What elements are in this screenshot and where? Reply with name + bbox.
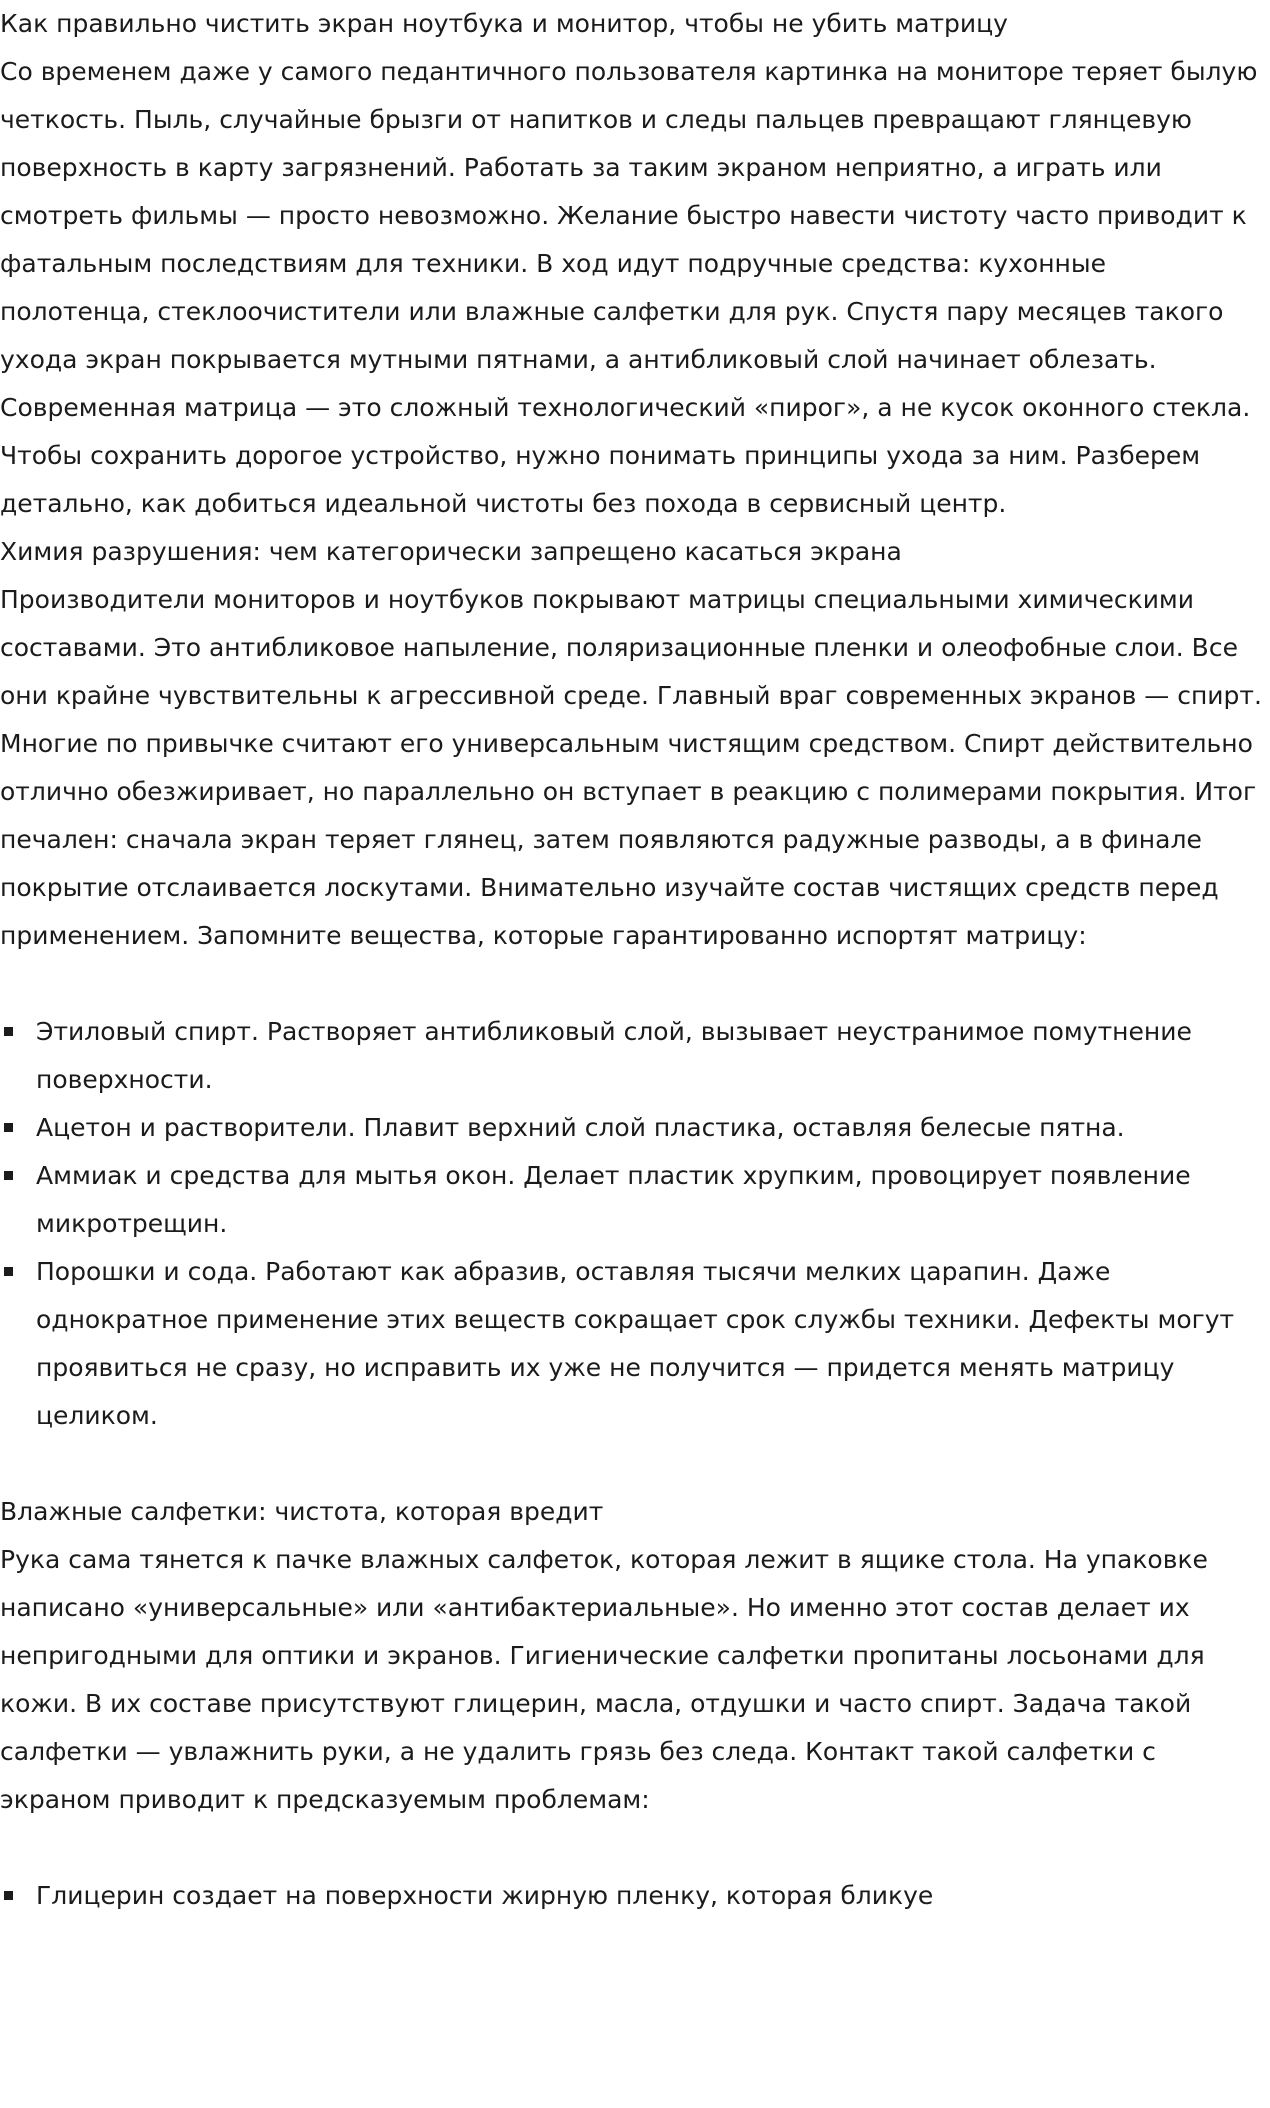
wet-wipes-paragraph: Рука сама тянется к пачке влажных салфеток, которая лежит в ящике стола. На упаковке написано «универсальные» или «антибактериальные». Но именно этот состав делает их непригодными для оптики и экранов. Гигиенические салфетки пропитаны лосьонами для кожи. В их составе присутствуют глицерин, масла, отдушки и часто спирт. Задача такой салфетки — увлажнить руки, а не удалить грязь без следа. Контакт такой салфетки с экраном приводит к предсказуемым проблемам:: [0, 1545, 1208, 1814]
intro-paragraph: Со временем даже у самого педантичного пользователя картинка на мониторе теряет былую четкость. Пыль, случайные брызги от напитков и следы пальцев превращают глянцевую поверхность в карту загрязнений. Работать за таким экраном неприятно, а играть или смотреть фильмы — просто невозможно. Желание быстро навести чистоту часто приводит к фатальным последствиям для техники. В ход идут подручные средства: кухонные полотенца, стеклоочистители или влажные салфетки для рук. Спустя пару месяцев такого ухода экран покрывается мутными пятнами, а антибликовый слой начинает облезать. Современная матрица — это сложный технологический «пирог», а не кусок оконного стекла. Чтобы сохранить дорогое устройство, нужно понимать принципы ухода за ним. Разберем детально, как добиться идеальной чистоты без похода в сервисный центр.: [0, 57, 1258, 518]
forbidden-substances-list: [0, 1008, 1262, 1440]
wet-wipes-problems-list: [0, 1872, 1262, 1920]
list-item: Ацетон и растворители. Плавит верхний слой пластика, оставляя белесые пятна.: [0, 1104, 1262, 1152]
section-heading-chemistry: Химия разрушения: чем категорически запрещено касаться экрана: [0, 537, 902, 566]
list-item: Глицерин создает на поверхности жирную пленку, которая бликуе: [0, 1872, 1262, 1920]
list-item: Порошки и сода. Работают как абразив, оставляя тысячи мелких царапин. Даже однократное применение этих веществ сокращает срок службы техники. Дефекты могут проявиться не сразу, но исправить их уже не получится — придется менять матрицу целиком.: [0, 1248, 1262, 1440]
chemistry-paragraph: Производители мониторов и ноутбуков покрывают матрицы специальными химическими составами. Это антибликовое напыление, поляризационные пленки и олеофобные слои. Все они крайне чувствительны к агрессивной среде. Главный враг современных экранов — спирт. Многие по привычке считают его универсальным чистящим средством. Спирт действительно отлично обезжиривает, но параллельно он вступает в реакцию с полимерами покрытия. Итог печален: сначала экран теряет глянец, затем появляются радужные разводы, а в финале покрытие отслаивается лоскутами. Внимательно изучайте состав чистящих средств перед применением. Запомните вещества, которые гарантированно испортят матрицу:: [0, 585, 1262, 950]
page-title: Как правильно чистить экран ноутбука и монитор, чтобы не убить матрицу: [0, 9, 1008, 38]
section-heading-wet-wipes: Влажные салфетки: чистота, которая вредит: [0, 1497, 604, 1526]
list-item: Аммиак и средства для мытья окон. Делает пластик хрупким, провоцирует появление микротрещин.: [0, 1152, 1262, 1248]
list-item: Этиловый спирт. Растворяет антибликовый слой, вызывает неустранимое помутнение поверхности.: [0, 1008, 1262, 1104]
